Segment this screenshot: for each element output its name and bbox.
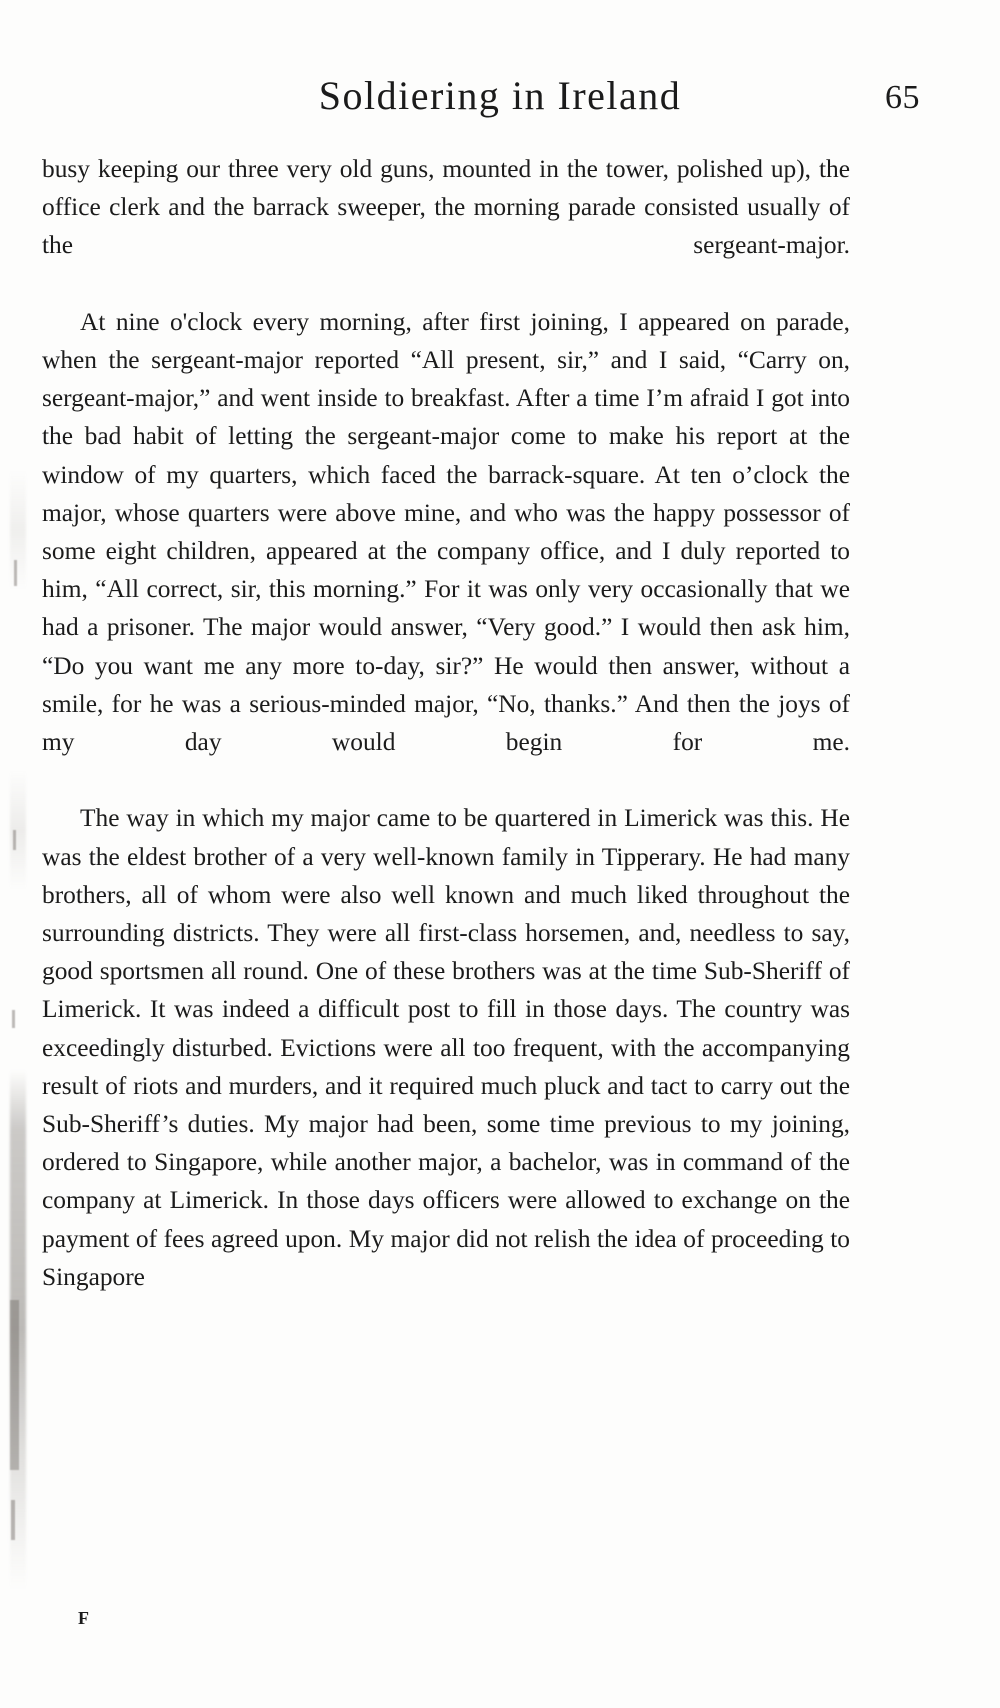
- paragraph: busy keeping our three very old guns, mounted in the tower, polished up), the office clerk and the barrack sweeper, the morning parade consisted usually of the sergeant-major.: [42, 155, 850, 260]
- running-head-title: Soldiering in Ireland: [318, 73, 682, 118]
- body-text-column: [42, 150, 850, 1296]
- paragraph: The way in which my major came to be quartered in Limerick was this. He was the eldest brother of a very well-known family in Tipperary. He had many brothers, all of whom were also well known and much liked throughout the surrounding districts. They were all first-class horsemen, and, needless to say, good sportsmen all round. One of these brothers was at the time Sub-Sheriff of Limerick. It was indeed a difficult post to fill in those days. The country was exceedingly disturbed. Evictions were all too frequent, with the accompanying result of riots and murders, and it required much pluck and tact to carry out the Sub-Sheriff’s duties. My major had been, some time previous to my joining, ordered to Singapore, while another major, a bachelor, was in command of the company at Limerick. In those days officers were allowed to exchange on the payment of fees agreed upon. My major did not relish the idea of proceeding to Singapore: [42, 804, 850, 1291]
- scan-fleck-icon: [10, 1300, 19, 1470]
- scan-fleck-icon: [14, 560, 17, 586]
- signature-mark: F: [78, 1608, 90, 1628]
- scan-fleck-icon: [12, 1010, 15, 1028]
- scan-edge-artifact: [10, 470, 26, 1590]
- scan-fleck-icon: [13, 830, 16, 850]
- paragraph: At nine o'clock every morning, after first joining, I appeared on parade, when the sergeant-major reported “All present, sir,” and I said, “Carry on, sergeant-major,” and went inside to breakfast. After a time I’m afraid I got into the bad habit of letting the sergeant-major come to make his report at the window of my quarters, which faced the barrack-square. At ten o’clock the major, whose quarters were above mine, and who was the happy possessor of some eight children, appeared at the company office, and I duly reported to him, “All correct, sir, this morning.” For it was only very occasionally that we had a prisoner. The major would answer, “Very good.” I would then ask him, “Do you want me any more to-day, sir?” He would then answer, without a smile, for he was a serious-minded major, “No, thanks.” And then the joys of my day would begin for me.: [42, 307, 850, 757]
- scan-fleck-icon: [11, 1500, 15, 1540]
- page-number: 65: [885, 79, 920, 116]
- page-header: [80, 72, 920, 119]
